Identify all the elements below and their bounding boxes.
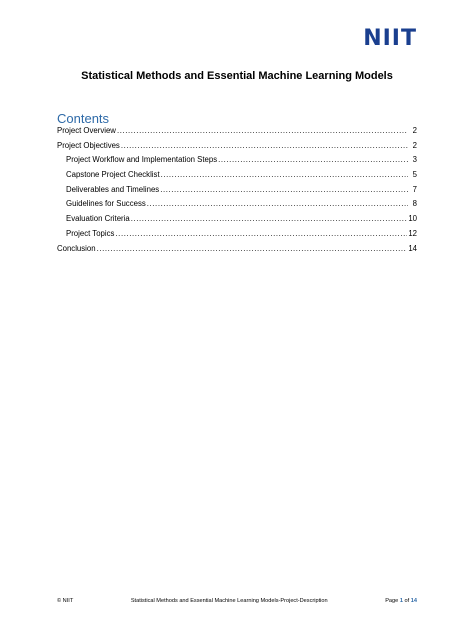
niit-logo: NIIT	[363, 26, 417, 51]
footer-copyright: © NIIT	[57, 598, 74, 604]
toc-entry-page: 2	[412, 140, 417, 150]
toc-entry-label: Project Topics	[66, 228, 115, 238]
toc-entry-label: Capstone Project Checklist	[66, 170, 160, 180]
toc-entry-project-topics[interactable]	[57, 229, 417, 244]
toc-entry-label: Guidelines for Success	[66, 199, 146, 209]
footer-page-current: 1	[399, 598, 403, 604]
toc-entry-project-objectives[interactable]	[57, 141, 417, 156]
toc-dot-leader	[161, 170, 408, 179]
toc-entry-deliverables[interactable]	[57, 185, 417, 200]
toc-entry-label: Conclusion	[57, 243, 96, 253]
footer-page-of: of	[404, 598, 410, 604]
contents-heading: Contents	[57, 111, 110, 126]
toc-entry-page: 3	[412, 155, 417, 165]
toc-entry-label: Project Workflow and Implementation Steps	[66, 155, 218, 165]
toc-dot-leader	[160, 185, 408, 194]
toc-entry-capstone-checklist[interactable]	[57, 170, 417, 185]
toc-entry-page: 10	[408, 214, 417, 224]
toc-dot-leader	[147, 199, 408, 208]
toc-entry-label: Project Objectives	[57, 140, 120, 150]
toc-entry-conclusion[interactable]	[57, 244, 417, 259]
toc-dot-leader	[115, 229, 407, 238]
footer-page-prefix: Page	[385, 598, 399, 604]
footer-page-total: 14	[410, 598, 417, 604]
toc-entry-label: Deliverables and Timelines	[66, 184, 160, 194]
page-footer	[57, 598, 417, 604]
toc-dot-leader	[131, 214, 408, 223]
toc-dot-leader	[117, 126, 408, 135]
toc-entry-project-workflow[interactable]	[57, 155, 417, 170]
toc-entry-page: 8	[412, 199, 417, 209]
toc-entry-label: Evaluation Criteria	[66, 214, 130, 224]
toc-entry-project-overview[interactable]	[57, 126, 417, 141]
toc-entry-page: 12	[408, 228, 417, 238]
toc-entry-page: 14	[408, 243, 417, 253]
toc-entry-page: 2	[412, 126, 417, 135]
toc-dot-leader	[218, 155, 408, 164]
footer-page-indicator	[385, 598, 417, 604]
toc-entry-evaluation-criteria[interactable]	[57, 214, 417, 229]
toc-entry-page: 5	[412, 170, 417, 180]
toc-entry-page: 7	[412, 184, 417, 194]
toc-entry-label: Project Overview	[57, 126, 116, 135]
toc-dot-leader	[121, 141, 408, 150]
table-of-contents	[57, 126, 417, 258]
footer-document-name: Statistical Methods and Essential Machine Learning Models-Project-Description	[130, 598, 328, 604]
toc-dot-leader	[97, 244, 408, 253]
toc-entry-guidelines[interactable]	[57, 199, 417, 214]
document-title: Statistical Methods and Essential Machine Learning Models	[81, 70, 393, 82]
